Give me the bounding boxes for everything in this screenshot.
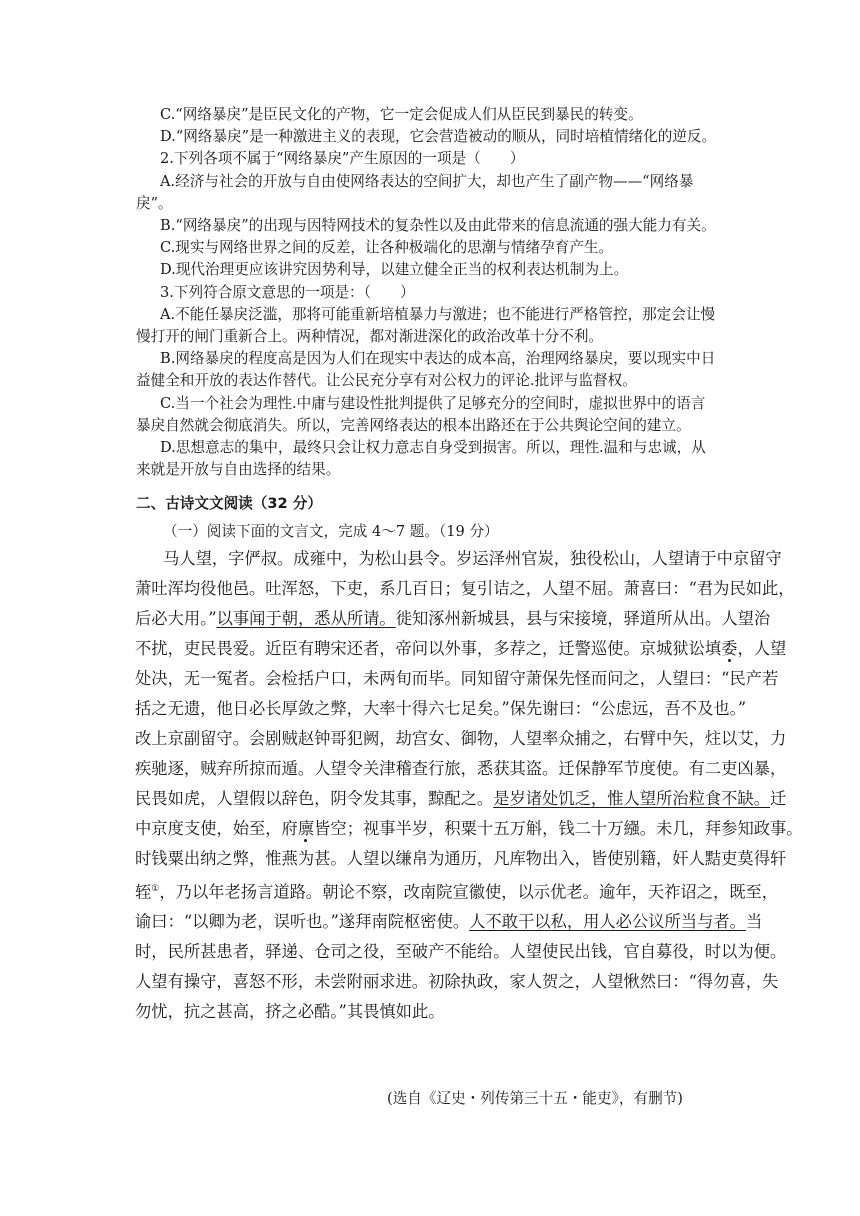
passage-line <box>135 634 787 664</box>
passage-line: 马人望，字俨叔。成雍中，为松山县令。岁运泽州官炭，独役松山，人望请于中京留守 <box>163 549 782 568</box>
option-line: D.现代治理更应该讲究因势利导，以建立健全正当的权利表达机制为上。 <box>160 261 629 279</box>
dotted-character: 委 <box>721 639 738 658</box>
passage-line <box>135 814 803 844</box>
question-stem: 3.下列符合原文意思的一项是：（ ） <box>160 283 415 301</box>
underlined-sentence: 人不敢干以私，用人必公议所当与者。 <box>469 912 746 932</box>
passage-line <box>135 907 763 937</box>
passage-line: 疾驰逐，贼弃所掠而遁。人望令关津稽查行旅，悉获其盗。迁保静军节度使。有二吏凶暴， <box>135 759 787 778</box>
option-line-continued: 来就是开放与自由选择的结果。 <box>136 461 341 479</box>
option-line: A.不能任暴戾泛滥，那将可能重新培植暴力与激进；也不能进行严格管控，那定会让慢 <box>160 305 716 323</box>
passage-line <box>135 604 771 634</box>
option-line: C.当一个社会为理性.中庸与建设性批判提供了足够充分的空间时，虚拟世界中的语言 <box>160 394 706 412</box>
passage-text: 不扰，吏民畏爱。近臣有聘宋还者，帝问以外事，多荐之，迁警巡使。京城狱讼填 <box>135 639 722 658</box>
passage-text: 当 <box>745 912 763 932</box>
passage-line: 勿忧，抗之甚高，挤之必酷。”其畏慎如此。 <box>135 1002 445 1022</box>
source-citation: (选自《辽史・列传第三十五・能吏》，有删节) <box>387 1090 683 1107</box>
option-line: D.“网络暴戾”是一种激进主义的表现，它会营造被动的顺从，同时培植情绪化的逆反。 <box>160 128 717 146</box>
passage-text: 民畏如虎，人望假以辞色，阴令发其事，黥配之。 <box>135 789 494 808</box>
passage-line: 时钱粟出纳之弊，惟燕为甚。人望以缣帛为通历，凡库物出入，皆使别籍，奸人黠吏莫得轩 <box>135 849 787 868</box>
underlined-sentence: 以事闻于朝，悉从所请。 <box>216 609 396 628</box>
passage-text: ，乃以年老扬言道路。朝论不察，改南院宣徽使，以示优老。逾年，天祚诏之，既至， <box>159 882 779 902</box>
passage-line <box>135 874 779 907</box>
option-line: B.网络暴戾的程度高是因为人们在现实中表达的成本高，治理网络暴戾，要以现实中日 <box>160 350 716 368</box>
passage-text: 徙知涿州新城县，县与宋接境，驿道所从出。人望治 <box>395 609 771 628</box>
option-line: D.思想意志的集中，最终只会让权力意志自身受到损害。所以，理性.温和与忠诚，从 <box>160 439 706 457</box>
passage-line: 萧吐浑均役他邑。吐浑怒，下吏，系几百日；复引诘之，人望不屈。萧喜曰：“君为民如此， <box>135 579 795 598</box>
question-options <box>136 104 736 481</box>
option-line-continued: 戾”。 <box>136 194 173 212</box>
subsection-instruction: （一）阅读下面的文言文，完成 4～7 题。（19 分） <box>163 523 499 540</box>
option-line-continued: 暴戾自然就会彻底消失。所以，完善网络表达的根本出路还在于公共舆论空间的建立。 <box>136 416 691 434</box>
option-line-continued: 慢打开的闸门重新合上。两种情况，都对渐进深化的政治改革十分不利。 <box>136 328 604 346</box>
passage-text: 皆空；视事半岁，积粟十五万斛，钱二十万繦。未几，拜参知政事。 <box>314 819 803 838</box>
dotted-character: 廪 <box>297 819 315 838</box>
passage-line: 人望有操守，喜怒不形，未尝附丽求进。初除执政，家人贺之，人望愀然曰：“得勿喜，失 <box>135 972 779 992</box>
passage-text: 迁 <box>770 789 787 808</box>
passage-text: 轾 <box>135 882 152 902</box>
passage-text: ，人望 <box>737 639 787 658</box>
question-stem: 2.下列各项不属于“网络暴戾”产生原因的一项是（ ） <box>160 150 525 168</box>
option-line: B.“网络暴戾”的出现与因特网技术的复杂性以及由此带来的信息流通的强大能力有关。 <box>160 217 716 235</box>
classical-passage <box>135 544 803 1027</box>
section-heading: 二、古诗文文阅读（32 分） <box>136 495 322 512</box>
option-line: A.经济与社会的开放与自由使网络表达的空间扩大，却也产生了副产物——“网络暴 <box>160 172 694 190</box>
option-line-continued: 益健全和开放的表达作替代。让公民充分享有对公权力的评论.批评与监督权。 <box>136 372 637 390</box>
passage-text: 中京度支使，始至，府 <box>135 819 298 838</box>
passage-line <box>135 784 787 814</box>
option-line: C.现实与网络世界之间的反差，让各种极端化的思潮与情绪孕育产生。 <box>160 239 614 257</box>
underlined-sentence: 是岁诸处饥乏，惟人望所治粒食不缺。 <box>493 789 770 808</box>
passage-line: 处决，无一冤者。会检括户口，未两旬而毕。同知留守萧保先怪而问之，人望曰：“民产若 <box>135 669 779 688</box>
footnote-marker: ① <box>151 884 160 894</box>
passage-line: 括之无遗，他日必长厚敛之弊，大率十得六七足矣。”保先谢曰：“公虑远，吾不及也。” <box>135 699 747 718</box>
option-line: C.“网络暴戾”是臣民文化的产物，它一定会促成人们从臣民到暴民的转变。 <box>160 106 643 123</box>
passage-text: 谕曰：“以卿为老，误听也。”遂拜南院枢密使。 <box>135 912 470 932</box>
passage-text: 后必大用。” <box>135 609 217 628</box>
passage-line: 改上京副留守。会剧贼赵钟哥犯阙，劫宫女、御物，人望率众捕之，右臂中矢，炷以艾，力 <box>135 729 787 748</box>
passage-line: 时，民所甚患者，驿递、仓司之役，至破产不能给。人望使民出钱，官自募役，时以为便。 <box>135 942 787 962</box>
